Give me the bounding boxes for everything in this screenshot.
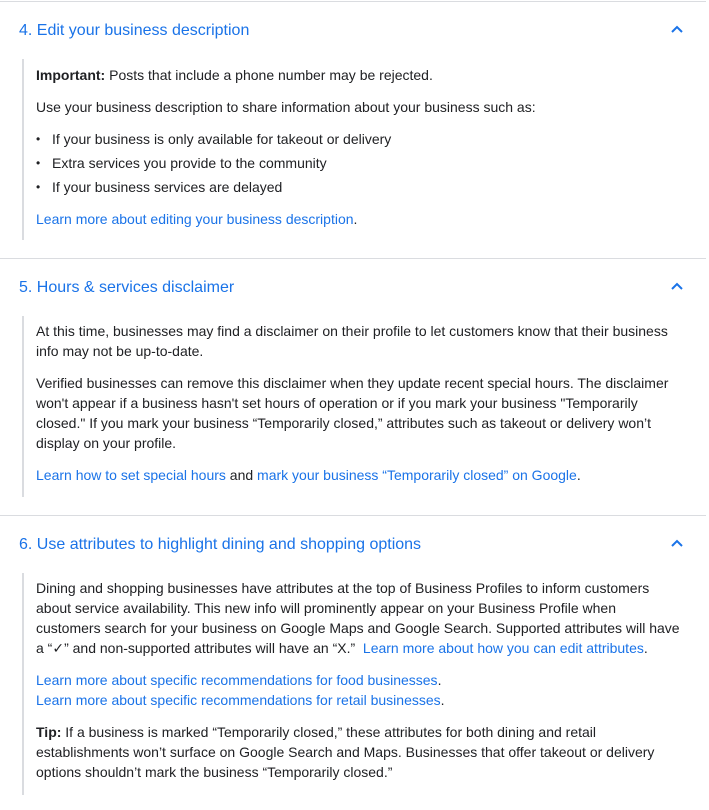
section-hours-disclaimer — [0, 258, 706, 516]
section-title: 5. Hours & services disclaimer — [19, 279, 235, 296]
chevron-up-icon[interactable] — [670, 281, 684, 291]
temporarily-closed-link[interactable]: mark your business “Temporarily closed” on Google — [257, 467, 577, 483]
edit-attributes-link[interactable]: Learn more about how you can edit attributes — [362, 640, 644, 656]
verified-paragraph: Verified businesses can remove this disclaimer when they update recent special hours. The disclaimer won't appear if a business hasn't set hours of operation or if you mark your business "Temporarily closed." If you mark your business “Temporarily closed,” attributes such as takeout or delivery won’t display on your profile. — [36, 375, 669, 451]
tip-paragraph: Tip: If a business is marked “Temporarily closed,” these attributes for both dining and retail establishments won’t surface on Google Search and Maps. Businesses that offer takeout or delivery options shouldn’t mark the business “Temporarily closed.” — [36, 724, 655, 780]
section-title: 6. Use attributes to highlight dining and shopping options — [19, 536, 422, 553]
section-body — [22, 573, 700, 795]
links-paragraph: Learn how to set special hours and mark your business “Temporarily closed” on Google. — [36, 467, 581, 483]
chevron-up-icon[interactable] — [670, 538, 684, 548]
chevron-up-icon[interactable] — [670, 24, 684, 34]
edit-description-link[interactable]: Learn more about editing your business description — [36, 211, 354, 227]
attributes-paragraph: Dining and shopping businesses have attributes at the top of Business Profiles to inform customers about service availability. This new info will prominently appear on your Business Profile when customers search for your business on Google Maps and Google Search. Supported attributes will have a “✓” and non-supported attributes will have an “X.” Learn more about how you can edit attributes. — [36, 580, 680, 656]
section-header[interactable] — [0, 516, 706, 572]
retail-businesses-link[interactable]: Learn more about specific recommendations for retail businesses — [36, 692, 441, 708]
section-header[interactable] — [0, 259, 706, 315]
recommendations-paragraph: Learn more about specific recommendations for food businesses. Learn more about specific recommendations for retail businesses. — [36, 672, 445, 708]
learn-more-paragraph: Learn more about editing your business description. — [36, 211, 358, 227]
section-edit-business-description — [0, 1, 706, 258]
section-attributes — [0, 515, 706, 810]
section-body — [22, 316, 700, 497]
food-businesses-link[interactable]: Learn more about specific recommendations for food businesses — [36, 672, 438, 688]
section-body: Important: Posts that include a phone number may be rejected. Use your business description to share information about your business such as: • If your business is only available for takeout or delivery • Extra services you provide to the community • If your business services are delayed Learn more about editing your business description. — [22, 59, 700, 240]
special-hours-link[interactable]: Learn how to set special hours — [36, 467, 226, 483]
important-note: Important: Posts that include a phone number may be rejected. — [36, 67, 433, 83]
section-header[interactable] — [0, 2, 706, 58]
intro-text: Use your business description to share information about your business such as: — [36, 99, 536, 115]
section-title: 4. Edit your business description — [19, 22, 250, 39]
disclaimer-paragraph: At this time, businesses may find a disclaimer on their profile to let customers know that their business info may not be up-to-date. — [36, 323, 668, 359]
